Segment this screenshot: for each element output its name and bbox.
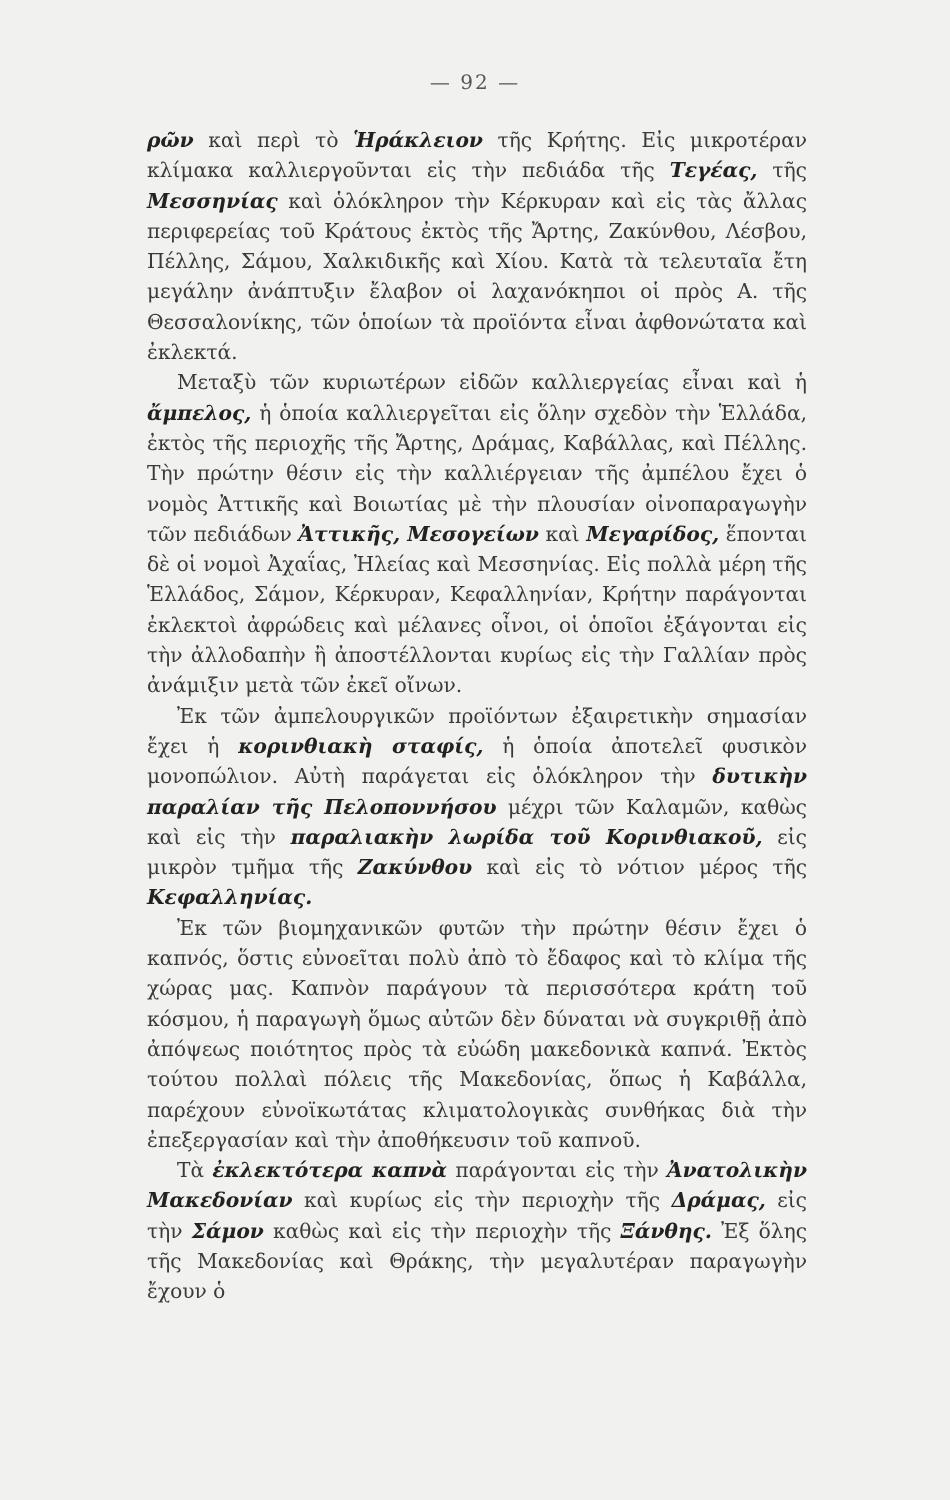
text-run: τῆς Κρήτης. Εἰς μικροτέραν κλίμακα καλλιεργοῦνται εἰς τὴν πεδιάδα τῆς [147,128,807,183]
emphasized-term: Κεφαλληνίας. [147,885,313,910]
emphasized-term: Δράμας, [671,1188,766,1213]
emphasized-term: Ἡράκλειον [353,128,483,152]
text-run: ἡ ὁποία καλλιεργεῖται εἰς ὅλην σχεδὸν τὴν Ἑλλάδα, ἐκτὸς τῆς περιοχῆς τῆς Ἄρτης, Δράμας, Καβάλλας, καὶ Πέλλης. Τὴν πρώτην θέσιν εἰς τὴν καλλιέργειαν τῆς ἀμπέλου ἔχει ὁ νομὸς Ἀττικῆς καὶ Βοιωτίας μὲ τὴν πλουσίαν οἰνοπαραγωγὴν τῶν πεδιάδων [147,400,807,546]
text-run: ἡ ὁποία ἀποτελεῖ φυσικὸν μονοπώλιον. Αὐτὴ παράγεται εἰς ὁλόκληρον τὴν [147,733,807,789]
emphasized-term: Τεγέας, [669,158,758,183]
paragraph [147,701,807,913]
paragraph [147,125,807,367]
emphasized-term: παραλιακὴν λωρίδα τοῦ Κορινθιακοῦ, [290,824,763,849]
emphasized-term: Ἀττικῆς, Μεσογείων [298,521,539,546]
text-run: Τὰ [177,1158,213,1183]
text-run: καὶ περὶ τὸ [193,128,354,152]
emphasized-term: ἄμπελος, [147,400,252,425]
emphasized-term: ρῶν [147,128,194,152]
text-run: καὶ εἰς τὸ νότιον μέρος τῆς [472,855,807,880]
text-run: Ἐκ τῶν βιομηχανικῶν φυτῶν τὴν πρώτην θέσιν ἔχει ὁ καπνός, ὅστις εὐνοεῖται πολὺ ἀπὸ τὸ ἔδαφος καὶ τὸ κλίμα τῆς χώρας μας. Καπνὸν παράγουν τὰ περισσότερα κράτη τοῦ κόσμου, ἡ παραγωγὴ ὅμως αὐτῶν δὲν δύναται νὰ συγκριθῇ ἀπὸ ἀπόψεως ποιότητος πρὸς τὰ εὐώδη μακεδονικὰ καπνά. Ἐκτὸς τούτου πολλαὶ πόλεις τῆς Μακεδονίας, ὅπως ἡ Καβάλλα, παρέχουν εὐνοϊκωτάτας κλιματολογικὰς συνθήκας διὰ τὴν ἐπεξεργασίαν καὶ τὴν ἀποθήκευσιν τοῦ καπνοῦ. [147,915,807,1152]
text-run: καὶ [538,521,587,546]
text-run: καθὼς καὶ εἰς τὴν περιοχὴν τῆς [263,1218,621,1243]
text-run: παράγονται εἰς τὴν [447,1158,667,1183]
text-run: καὶ κυρίως εἰς τὴν περιοχὴν τῆς [292,1188,672,1213]
text-run: Ἐκ τῶν ἀμπελουργικῶν προϊόντων ἐξαιρετικὴν σημασίαν ἔχει ἡ [147,703,807,758]
emphasized-term: κορινθιακὴ σταφίς, [238,733,484,758]
text-run: εἰς μικρὸν τμῆμα τῆς [147,824,807,880]
text-run: εἰς τὴν [147,1188,807,1243]
emphasized-term: δυτικὴν παραλίαν τῆς Πελοποννήσου [147,764,807,819]
paragraph [147,1155,807,1306]
text-run: ἕπονται δὲ οἱ νομοὶ Ἀχαΐας, Ἠλείας καὶ Μεσσηνίας. Εἰς πολλὰ μέρη τῆς Ἑλλάδος, Σάμον, Κέρκυραν, Κεφαλληνίαν, Κρήτην παράγονται ἐκλεκτοὶ ἀφρώδεις καὶ μέλανες οἶνοι, οἱ ὁποῖοι ἐξάγονται εἰς τὴν ἀλλοδαπὴν ἢ ἀποστέλλονται κυρίως εἰς τὴν Γαλλίαν πρὸς ἀνάμιξιν μετὰ τῶν ἐκεῖ οἴνων. [147,521,807,698]
emphasized-term: Ξάνθης. [620,1218,712,1243]
emphasized-term: Ζακύνθου [357,855,473,880]
text-run: καὶ ὁλόκληρον τὴν Κέρκυραν καὶ εἰς τὰς ἄλλας περιφερείας τοῦ Κράτους ἐκτὸς τῆς Ἄρτης, Ζακύνθου, Λέσβου, Πέλλης, Σάμου, Χαλκιδικῆς καὶ Χίου. Κατὰ τὰ τελευταῖα ἔτη μεγάλην ἀνάπτυξιν ἔλαβον οἱ λαχανόκηποι οἱ πρὸς Α. τῆς Θεσσαλονίκης, τῶν ὁποίων τὰ προϊόντα εἶναι ἀφθονώτατα καὶ ἐκλεκτά. [147,188,807,365]
text-run: Μεταξὺ τῶν κυριωτέρων εἰδῶν καλλιεργείας εἶναι καὶ ἡ [177,370,807,395]
emphasized-term: Ἀνατολικὴν Μακεδονίαν [147,1158,807,1213]
text-run: Ἐξ ὅλης τῆς Μακεδονίας καὶ Θράκης, τὴν μεγαλυτέραν παραγωγὴν ἔχουν ὁ [147,1218,807,1304]
text-run: μέχρι τῶν Καλαμῶν, καθὼς καὶ εἰς τὴν [147,794,807,849]
paragraph [147,913,807,1155]
emphasized-term: Σάμον [191,1218,264,1243]
paragraph [147,367,807,700]
emphasized-term: Μεγαρίδος, [586,521,720,546]
body-text [147,125,807,1307]
page-number: — 92 — [429,70,521,94]
emphasized-term: ἐκλεκτότερα καπνὰ [212,1158,448,1183]
text-run: τῆς [757,158,807,183]
emphasized-term: Μεσσηνίας [147,188,278,213]
